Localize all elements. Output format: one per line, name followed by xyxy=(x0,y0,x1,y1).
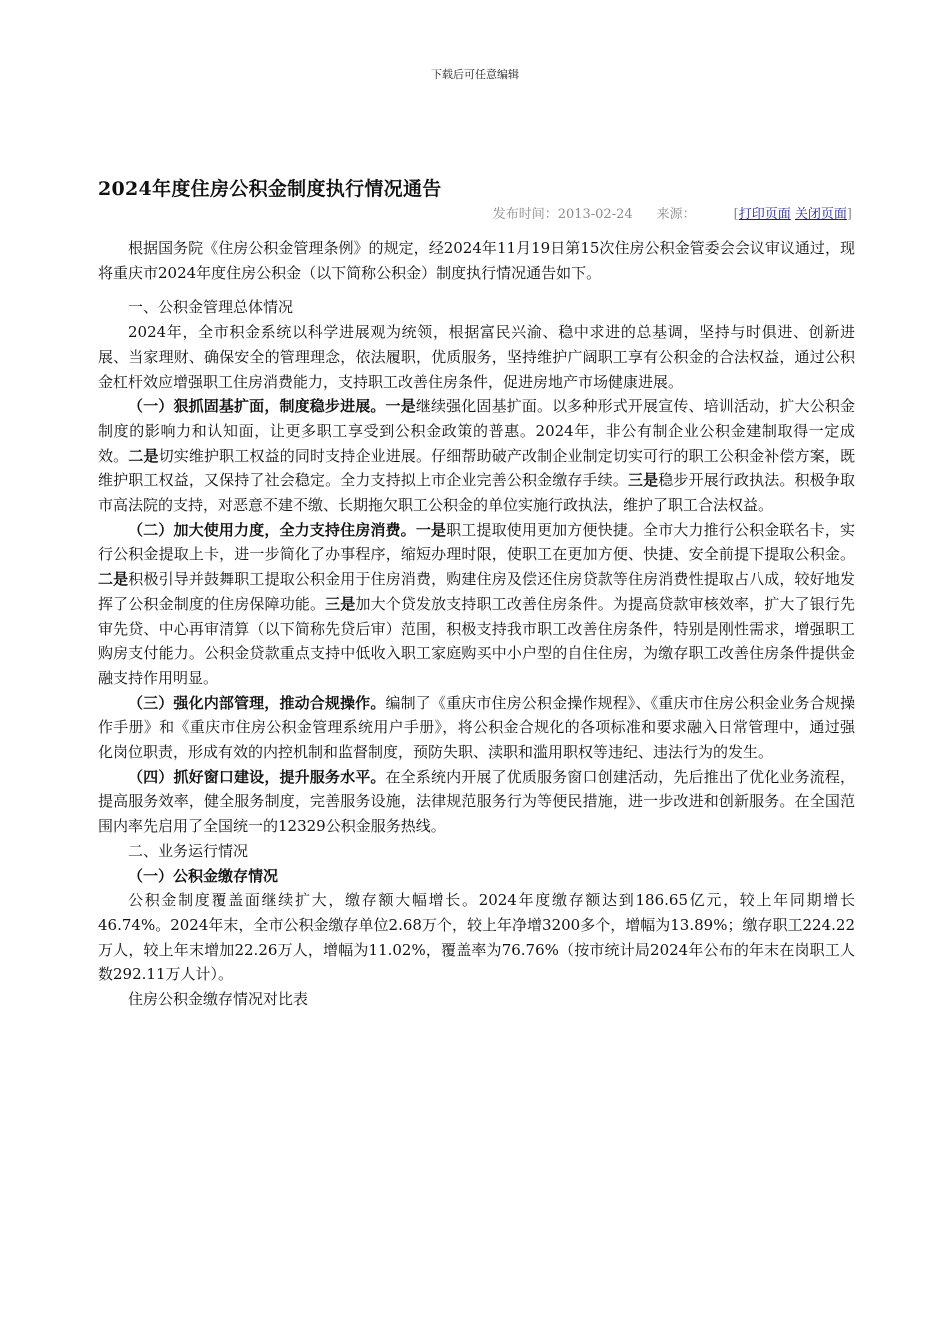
section2-subheading: （一）公积金缴存情况 xyxy=(128,866,279,885)
article-body xyxy=(98,236,855,1012)
item1-k2: 二是 xyxy=(128,446,159,465)
section2-paragraph: 公积金制度覆盖面继续扩大，缴存额大幅增长。2024年度缴存额达到186.65亿元，较上年同期增长46.74%。2024年末，全市公积金缴存单位2.68万个，较上年净增3200多个，增幅为13.89%；缴存职工224.22万人，较上年末增加22.26万人，增幅为11.02%，覆盖率为76.76%（按市统计局2024年公布的年末在岗职工人数292.11万人计）。 xyxy=(98,891,855,984)
item1-t3: 稳步开展行政执法。积极争取市高法院的支持，对恶意不建不缴、长期拖欠职工公积金的单位实施行政执法，维护了职工合法权益。 xyxy=(98,471,855,515)
section1-item2 xyxy=(98,518,855,691)
section2-heading: 二、业务运行情况 xyxy=(128,841,249,860)
section1-item4 xyxy=(98,765,855,839)
item3-t1: 编制了《重庆市住房公积金操作规程》、《重庆市住房公积金业务合规操作手册》和《重庆市住房公积金管理系统用户手册》，将公积金合规化的各项标准和要求融入日常管理中，通过强化岗位职责，形成有效的内控机制和监督制度，预防失职、渎职和滥用职权等违纪、违法行为的发生。 xyxy=(98,693,855,762)
item1-t1: 继续强化固基扩面。以多种形式开展宣传、培训活动，扩大公积金制度的影响力和认知面，让更多职工享受到公积金政策的普惠。2024年，非公有制企业公积金建制取得一定成效。 xyxy=(98,397,855,465)
item4-t1: 在全系统内开展了优质服务窗口创建活动，先后推出了优化业务流程，提高服务效率，健全服务制度，完善服务设施，法律规范服务行为等便民措施，进一步改进和创新服务。在全国范围内率先启用了全国统一的12329公积金服务热线。 xyxy=(98,767,855,836)
item1-t2: 切实维护职工权益的同时支持企业进展。仔细帮助破产改制企业制定切实可行的职工公积金补偿方案，既维护职工权益，又保持了社会稳定。全力支持拟上市企业完善公积金缴存手续。 xyxy=(98,446,855,490)
item2-t3: 加大个贷发放支持职工改善住房条件。为提高贷款审核效率，扩大了银行先审先贷、中心再审清算（以下简称先贷后审）范围，积极支持我市职工改善住房条件，特别是刚性需求，增强职工购房支付能力。公积金贷款重点支持中低收入职工家庭购买中小户型的自住住房，为缴存职工改善住房条件提供金融支持作用明显。 xyxy=(98,594,855,687)
print-page-link[interactable]: 打印页面 xyxy=(738,207,791,222)
item1-k1: 一是 xyxy=(385,397,416,416)
table-caption: 住房公积金缴存情况对比表 xyxy=(128,990,309,1009)
section1-heading: 一、公积金管理总体情况 xyxy=(128,298,294,317)
item2-k1: 一是 xyxy=(415,520,447,539)
download-note: 下载后可任意编辑 xyxy=(431,68,519,81)
item1-lead: （一）狠抓固基扩面，制度稳步进展。 xyxy=(128,397,386,416)
section1-item1 xyxy=(98,394,855,518)
source-label: 来源： xyxy=(656,207,696,222)
open-bracket: [ xyxy=(733,207,739,222)
section1-item3 xyxy=(98,691,855,765)
section1-overview: 2024年，全市积金系统以科学进展观为统领，根据富民兴渝、稳中求进的总基调，坚持与时俱进、创新进展、当家理财、确保安全的管理理念，依法履职，优质服务，坚持维护广阔职工享有公积金的合法权益，通过公积金杠杆效应增强职工住房消费能力，支持职工改善住房条件，促进房地产市场健康进展。 xyxy=(98,323,855,391)
item1-k3: 三是 xyxy=(627,471,659,490)
close-bracket: ] xyxy=(846,207,852,222)
publish-date: 发布时间：2013-02-24 xyxy=(492,207,633,222)
page-title: 2024年度住房公积金制度执行情况通告 xyxy=(98,178,442,200)
close-page-link[interactable]: 关闭页面 xyxy=(794,207,847,222)
intro-paragraph: 根据国务院《住房公积金管理条例》的规定，经2024年11月19日第15次住房公积金管委会会议审议通过，现将重庆市2024年度住房公积金（以下简称公积金）制度执行情况通告如下。 xyxy=(98,239,855,282)
item2-k2: 二是 xyxy=(98,570,129,589)
item4-lead: （四）抓好窗口建设，提升服务水平。 xyxy=(128,767,386,786)
item2-k3: 三是 xyxy=(325,594,356,613)
item2-lead: （二）加大使用力度，全力支持住房消费。 xyxy=(128,520,416,539)
item2-t2: 积极引导并鼓舞职工提取公积金用于住房消费，购建住房及偿还住房贷款等住房消费性提取占八成，较好地发挥了公积金制度的住房保障功能。 xyxy=(98,570,855,613)
item3-lead: （三）强化内部管理，推动合规操作。 xyxy=(128,693,386,712)
item2-t1: 职工提取使用更加方便快捷。全市大力推行公积金联名卡，实行公积金提取上卡，进一步简化了办事程序，缩短办理时限，使职工在更加方便、快捷、安全前提下提取公积金。 xyxy=(98,520,855,564)
article-meta xyxy=(493,203,852,222)
